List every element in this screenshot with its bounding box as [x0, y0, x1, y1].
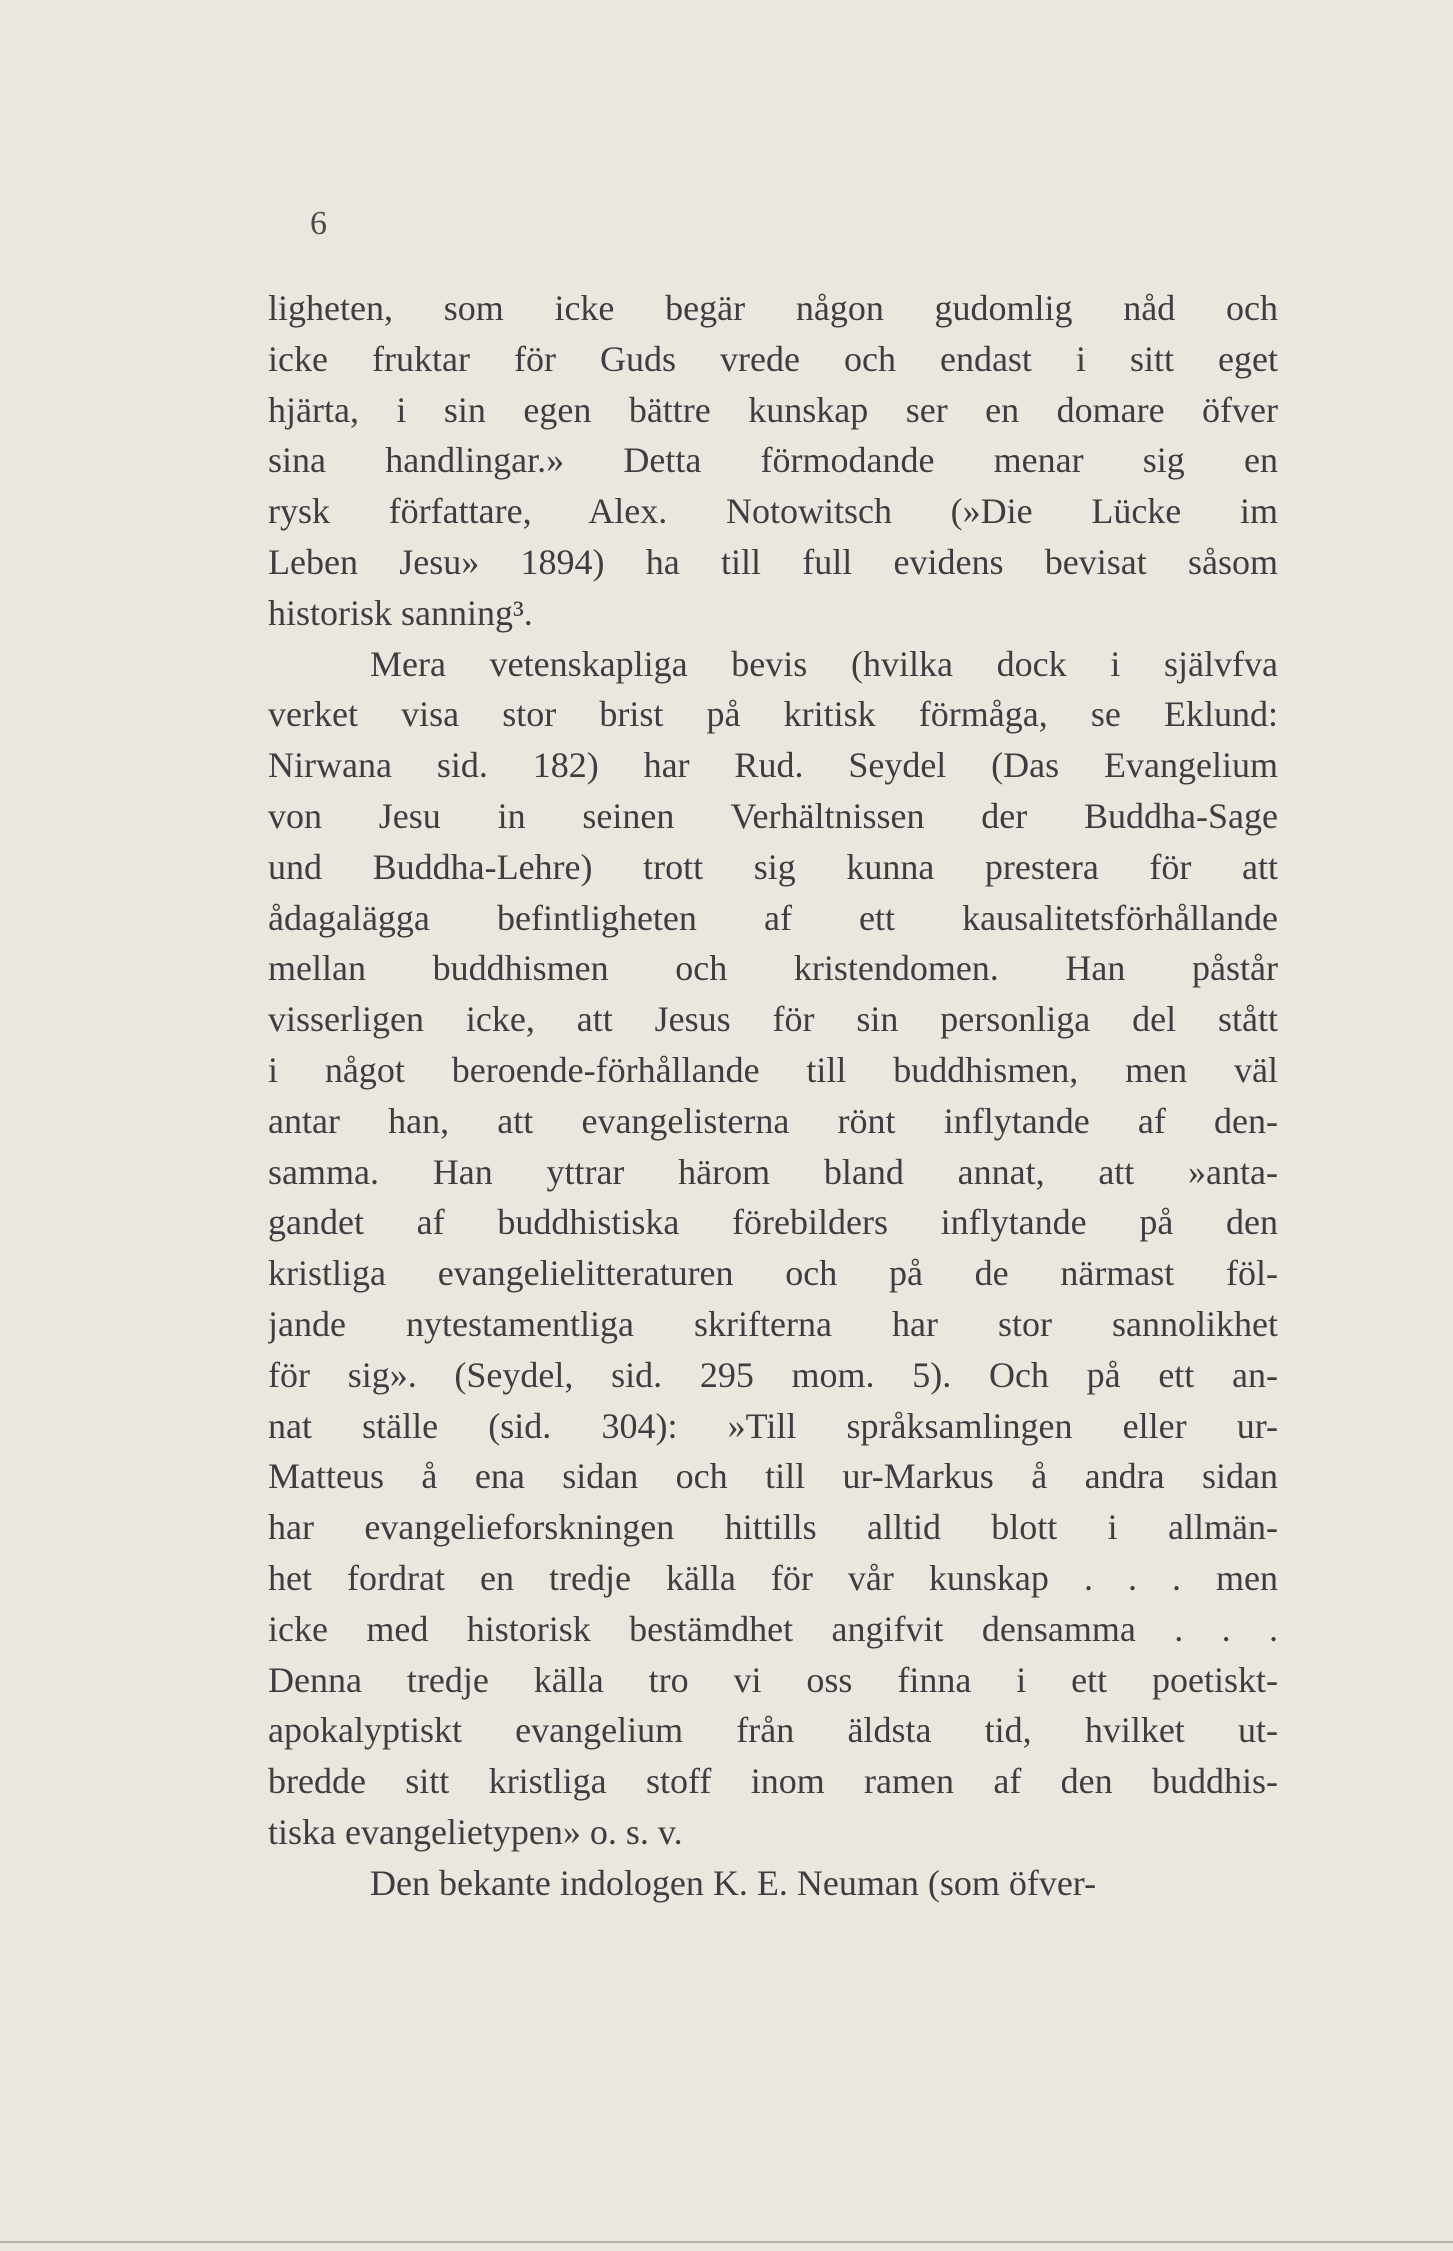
text-line: bredde sitt kristliga stoff inom ramen af den buddhis- — [268, 1761, 1278, 1802]
text-line: apokalyptiskt evangelium från äldsta tid, hvilket ut- — [268, 1710, 1278, 1751]
text-line: Den bekante indologen K. E. Neuman (som öfver- — [370, 1862, 1097, 1903]
text-line: rysk författare, Alex. Notowitsch (»Die Lücke im — [268, 491, 1278, 532]
text-line: ligheten, som icke begär någon gudomlig nåd och — [268, 288, 1278, 328]
text-line: nat ställe (sid. 304): »Till språksamlingen eller ur- — [268, 1405, 1278, 1446]
text-line: von Jesu in seinen Verhältnissen der Buddha-Sage — [268, 795, 1278, 836]
text-line: Leben Jesu» 1894) ha till full evidens bevisat såsom — [268, 541, 1278, 582]
text-line: icke fruktar för Guds vrede och endast i sitt eget — [268, 338, 1278, 379]
text-line: antar han, att evangelisterna rönt inflytande af den- — [268, 1100, 1278, 1141]
text-line: Matteus å ena sidan och till ur-Markus å andra sidan — [268, 1456, 1278, 1497]
text-line: Denna tredje källa tro vi oss finna i ett poetiskt- — [268, 1659, 1278, 1700]
text-line: het fordrat en tredje källa för vår kunskap . . . men — [268, 1557, 1278, 1598]
text-line: und Buddha-Lehre) trott sig kunna prestera för att — [268, 846, 1278, 887]
text-line: ådagalägga befintligheten af ett kausalitetsförhållande — [268, 897, 1278, 938]
text-line: icke med historisk bestämdhet angifvit densamma . . . — [268, 1608, 1278, 1649]
text-line: i något beroende-förhållande till buddhismen, men väl — [268, 1049, 1278, 1090]
text-line: hjärta, i sin egen bättre kunskap ser en domare öfver — [268, 389, 1278, 430]
text-line: visserligen icke, att Jesus för sin personliga del stått — [268, 999, 1278, 1040]
page-edge-rule — [0, 2241, 1453, 2243]
text-line: mellan buddhismen och kristendomen. Han påstår — [268, 948, 1278, 989]
text-line: Mera vetenskapliga bevis (hvilka dock i självfva — [370, 643, 1278, 684]
text-line: gandet af buddhistiska förebilders inflytande på den — [268, 1202, 1278, 1243]
text-line: Nirwana sid. 182) har Rud. Seydel (Das Evangelium — [268, 745, 1278, 786]
body-text — [268, 283, 1278, 1909]
page-number: 6 — [310, 205, 327, 242]
text-line: sina handlingar.» Detta förmodande menar sig en — [268, 440, 1278, 481]
text-line: tiska evangelietypen» o. s. v. — [268, 1811, 683, 1852]
text-line: verket visa stor brist på kritisk förmåga, se Eklund: — [268, 694, 1278, 735]
text-line: kristliga evangelielitteraturen och på de närmast föl- — [268, 1253, 1278, 1294]
text-line: historisk sanning³. — [268, 592, 533, 633]
text-line: jande nytestamentliga skrifterna har stor sannolikhet — [268, 1303, 1278, 1344]
text-line: samma. Han yttrar härom bland annat, att »anta- — [268, 1151, 1278, 1192]
text-line: har evangelieforskningen hittills alltid blott i allmän- — [268, 1507, 1278, 1548]
text-line: för sig». (Seydel, sid. 295 mom. 5). Och på ett an- — [268, 1354, 1278, 1395]
